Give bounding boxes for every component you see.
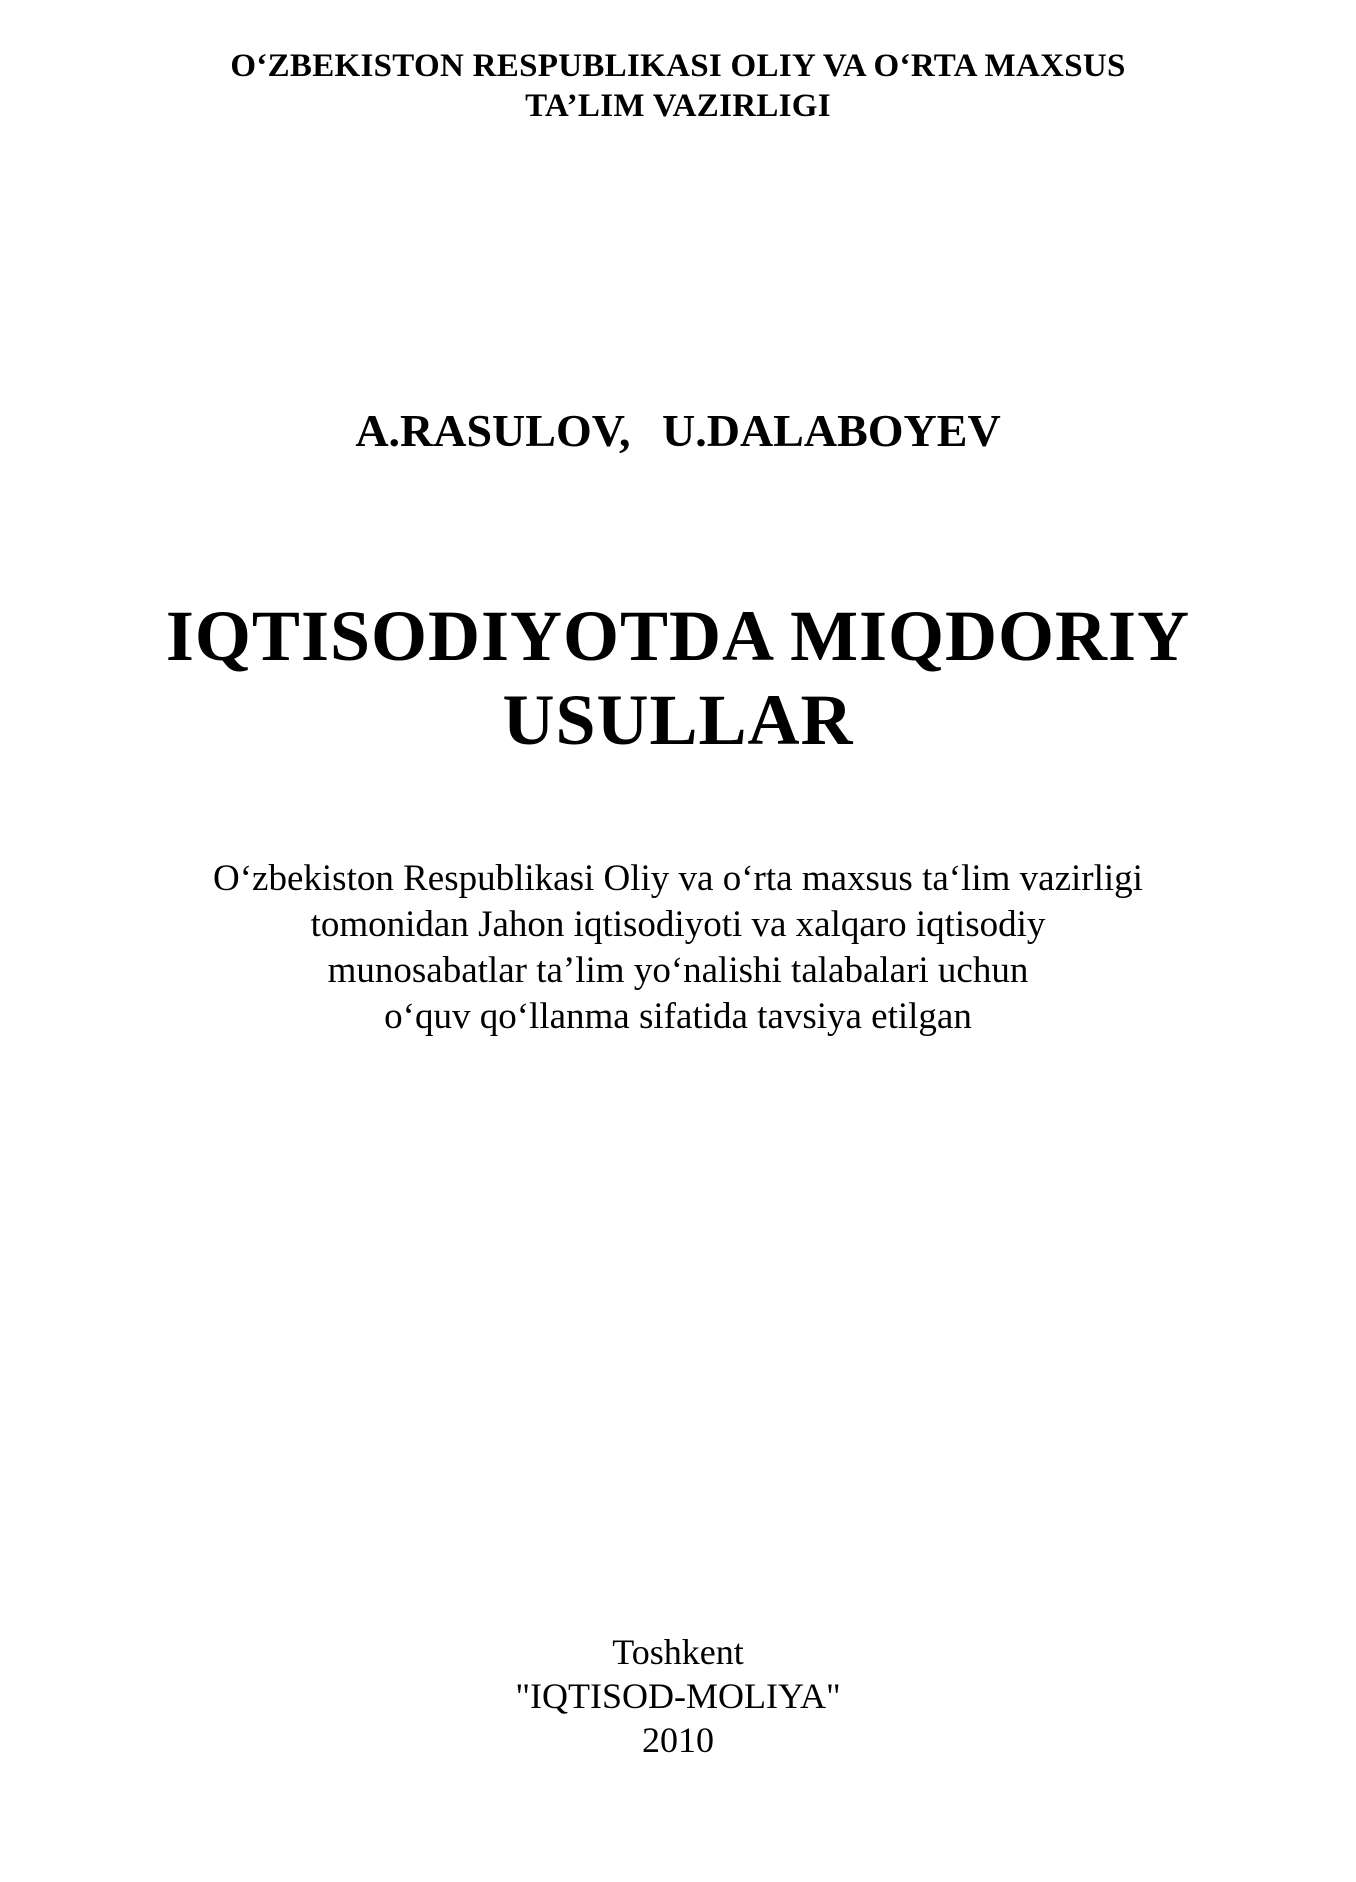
imprint-city: Toshkent xyxy=(612,1632,744,1672)
ministry-name-line-2: TA’LIM VAZIRLIGI xyxy=(525,88,831,124)
imprint-publisher: "IQTISOD-MOLIYA" xyxy=(515,1676,841,1716)
book-title-line-1: IQTISODIYOTDA MIQDORIY xyxy=(165,596,1191,676)
approval-note-line-3: munosabatlar ta’lim yo‘nalishi talabalari uchun xyxy=(327,950,1029,991)
ministry-name-line-1: O‘ZBEKISTON RESPUBLIKASI OLIY VA O‘RTA MAXSUS xyxy=(230,48,1126,84)
authors: A.RASULOV, U.DALABOYEV xyxy=(355,405,1001,456)
approval-note-line-2: tomonidan Jahon iqtisodiyoti va xalqaro iqtisodiy xyxy=(310,904,1046,945)
book-title-line-2: USULLAR xyxy=(502,680,854,760)
approval-note-line-4: o‘quv qo‘llanma sifatida tavsiya etilgan xyxy=(384,996,972,1037)
approval-note-line-1: O‘zbekiston Respublikasi Oliy va o‘rta maxsus ta‘lim vazirligi xyxy=(213,858,1143,899)
imprint-year: 2010 xyxy=(642,1720,714,1760)
